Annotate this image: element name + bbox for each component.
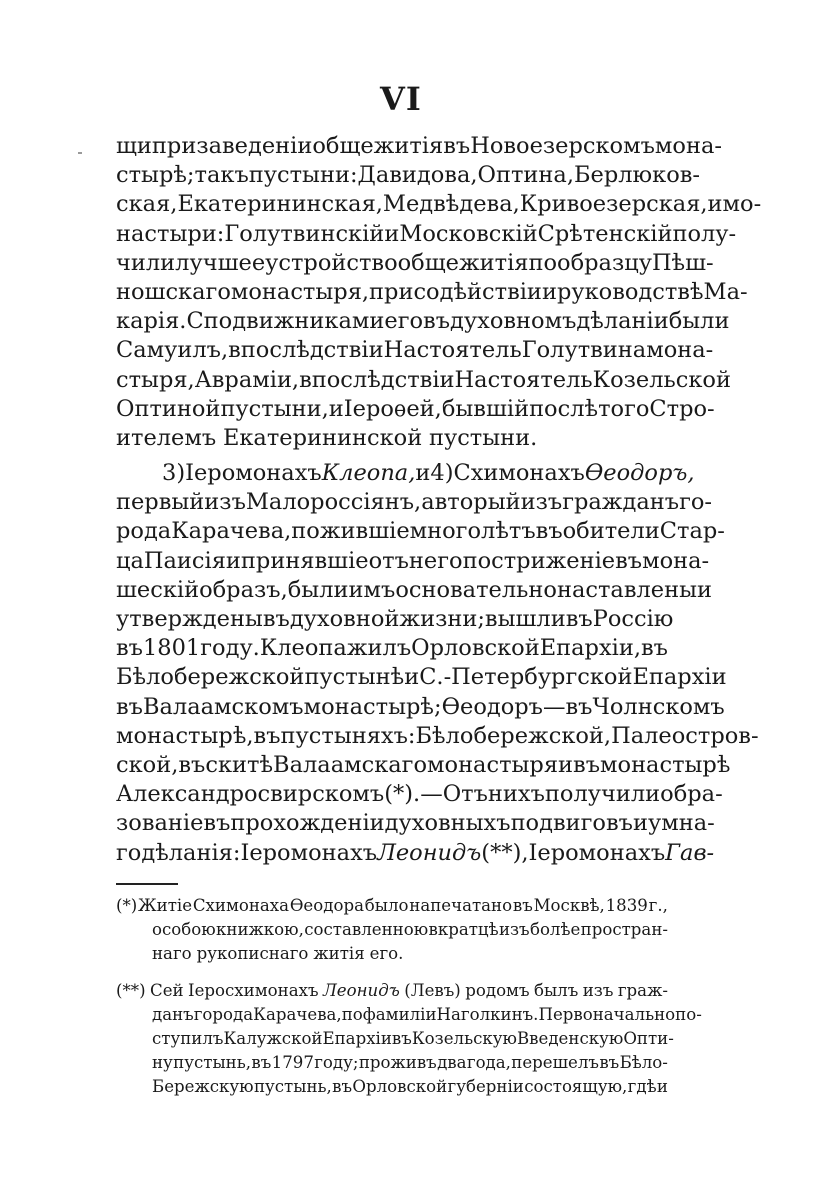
word: города (193, 1005, 254, 1025)
word: Іеромонахъ (185, 460, 322, 487)
word: Берлюков- (574, 162, 701, 189)
text-line (116, 547, 710, 576)
word: устройство (265, 249, 398, 276)
word: Епархіи, (539, 635, 641, 662)
word: Медвѣдева, (382, 191, 520, 218)
word: Стар- (659, 518, 725, 545)
word: образъ, (199, 576, 288, 603)
word: Настоятель (383, 337, 522, 364)
word: впослѣдствіи (299, 366, 455, 393)
text-line (116, 663, 727, 692)
word: по (528, 249, 558, 276)
word: Стро- (649, 395, 715, 422)
word: и (415, 460, 431, 487)
word: стырѣ; (116, 162, 195, 189)
word: (Левъ) (404, 981, 461, 1001)
word: Срѣтенскій (537, 220, 673, 247)
text-line (116, 366, 731, 395)
word: жилъ (346, 635, 412, 662)
word: Іеромонахъ (528, 839, 666, 866)
word: духовныхъ (384, 810, 511, 837)
word: Валаамскаго (273, 751, 428, 778)
word: ская, (116, 191, 178, 218)
word: Епархіи (632, 664, 727, 691)
word: и (328, 395, 344, 422)
word: въ (573, 751, 601, 778)
word: рукописнаго (196, 943, 309, 963)
word: имъ (348, 576, 396, 603)
word: книжкою, (216, 919, 304, 939)
word: напечатано (409, 896, 513, 915)
word: шескій (116, 576, 200, 603)
word: монастыря (427, 751, 559, 778)
word: Авраміи, (194, 366, 300, 393)
word: Схимонахъ (453, 460, 585, 487)
word: вкратцѣ (428, 919, 499, 939)
word: въ (615, 547, 643, 574)
word: года, (466, 1052, 511, 1072)
word: (**) (116, 981, 146, 1001)
word: пустыни. (428, 424, 538, 451)
word: въ (332, 1076, 353, 1096)
word: Отъ (442, 781, 488, 808)
word: дѣланіи (576, 308, 669, 335)
word: Ма- (703, 278, 748, 305)
word: Голутвина (521, 337, 647, 364)
text-line (116, 634, 668, 663)
word: мона- (646, 337, 714, 364)
text-line (116, 576, 713, 605)
word: Іеросхимонахъ (188, 981, 319, 1001)
text-line (116, 722, 759, 751)
word: были (668, 308, 730, 335)
word: г., (648, 896, 668, 915)
word: и (632, 810, 648, 837)
word: 1801 (142, 635, 201, 662)
word: простран- (580, 919, 668, 939)
word: Карачева, (171, 518, 292, 545)
word: въ (262, 606, 290, 632)
word: были (287, 576, 349, 603)
word: духовной (289, 606, 400, 632)
text-line (116, 249, 714, 278)
word: зованіе (116, 810, 204, 837)
word: принявшіе (240, 547, 369, 574)
word: обители (562, 518, 660, 545)
word: подвиговъ (510, 810, 633, 837)
word: въ (253, 722, 281, 749)
word: его. (369, 943, 404, 963)
word: Бережскую (152, 1076, 254, 1096)
word: Епархіи (322, 1028, 392, 1048)
word: го (116, 839, 142, 866)
word: въ (423, 308, 451, 335)
footnote-line (116, 1075, 668, 1099)
word: (*). (384, 781, 421, 808)
word: Паисія (143, 547, 226, 574)
word: Клеопа, (321, 460, 416, 487)
word: при (369, 278, 414, 305)
word: гдѣ (627, 1076, 657, 1096)
word: Сей (150, 981, 184, 1001)
word: пустыни: (248, 162, 358, 189)
word: Введенскую (516, 1028, 624, 1048)
word: Опти- (623, 1028, 674, 1048)
word: 1797 (271, 1052, 314, 1072)
word: того (598, 395, 650, 422)
word: Московскій (399, 220, 538, 247)
word: рода (116, 518, 172, 545)
word: первый (116, 489, 205, 516)
word: Первоначально (538, 1005, 676, 1025)
footnote-line (116, 918, 668, 942)
word: Россію (592, 606, 674, 632)
word: бывшій (441, 395, 530, 422)
word: въ (203, 810, 231, 837)
word: и (656, 1076, 668, 1096)
word: Самуилъ, (116, 337, 229, 364)
word: губерніи (447, 1076, 524, 1096)
text-line (116, 605, 674, 634)
footnote-gap (116, 965, 668, 979)
word: много (409, 518, 482, 545)
word: въ (512, 896, 533, 915)
word: скитѣ (205, 751, 274, 778)
word: Новоезерскомъ (470, 133, 655, 159)
word: умна- (647, 810, 715, 837)
word: дѣланія: (141, 839, 241, 866)
word: Карачева, (253, 1005, 342, 1025)
word: 1839 (605, 896, 648, 915)
text-line (116, 424, 668, 453)
word: впослѣдствіи (228, 337, 384, 364)
word: карія. (116, 308, 187, 335)
word: (**), (481, 839, 529, 866)
word: по (341, 1005, 363, 1025)
word: лѣтъ (481, 518, 536, 545)
word: мона- (654, 133, 722, 159)
word: перешелъ (511, 1052, 599, 1072)
word: Орловской (352, 1076, 448, 1096)
word: особою (152, 919, 216, 939)
text-line (116, 459, 695, 488)
word: заведеніи (196, 133, 313, 159)
word: пустыни, (220, 395, 329, 422)
word: году. (200, 635, 260, 662)
word: по- (675, 1005, 702, 1025)
word: въ (251, 1052, 272, 1072)
word: общежитія (312, 133, 444, 159)
word: его (384, 308, 424, 335)
word: отъ (368, 547, 409, 574)
word: въ (178, 751, 206, 778)
word: былъ (533, 981, 579, 1001)
word: Сподвижниками (186, 308, 385, 335)
word: С.-Петербургской (419, 664, 633, 691)
word: ношскаго (116, 278, 231, 305)
word: и (541, 278, 557, 305)
word: Іероѳей, (343, 395, 442, 422)
word: Житіе (138, 896, 193, 915)
word: а (421, 489, 435, 516)
text-line (116, 132, 722, 161)
word: Калужской (223, 1028, 323, 1048)
word: ступилъ (152, 1028, 224, 1048)
text-line (116, 278, 748, 307)
word: Гав- (665, 839, 715, 866)
word: изъ (582, 981, 614, 1001)
word: граж- (617, 981, 668, 1001)
word: и (225, 547, 241, 574)
word: 3) (162, 460, 186, 487)
word: — (420, 781, 443, 808)
word: ителемъ (116, 424, 217, 451)
text-line (116, 395, 715, 424)
word: Кривоезерская, (519, 191, 708, 218)
word: монастыря, (230, 278, 370, 305)
word: лучшее (175, 249, 266, 276)
word: проживъ (358, 1052, 437, 1072)
text-line (116, 751, 731, 780)
word: изъ (204, 489, 246, 516)
word: стыря, (116, 366, 195, 393)
word: родомъ (465, 981, 530, 1001)
word: чили (116, 249, 176, 276)
word: ну (152, 1052, 173, 1072)
word: Козельскую (411, 1028, 517, 1048)
word: Палеостров- (611, 722, 759, 749)
word: мо- (722, 191, 762, 218)
word: гражданъ (562, 489, 680, 516)
word: житія (313, 943, 365, 963)
word: Наголкинъ. (436, 1005, 539, 1025)
word: и (697, 576, 713, 603)
word: 4) (430, 460, 454, 487)
word: вторый (434, 489, 521, 516)
text-line (116, 780, 723, 809)
text-line (116, 693, 725, 722)
word: пустынь, (253, 1076, 332, 1096)
word: и (707, 191, 723, 218)
text-line (116, 809, 715, 838)
word: вышли (484, 606, 566, 632)
word: состоящую, (524, 1076, 628, 1096)
footnote-line (116, 1051, 668, 1075)
word: обра- (660, 781, 723, 808)
word: го- (679, 489, 713, 516)
word: Козельской (592, 366, 731, 393)
word: основательно (395, 576, 557, 603)
word: жизни; (399, 606, 485, 632)
word: Давидова, (357, 162, 478, 189)
text-line (116, 307, 730, 336)
word: пустынь, (173, 1052, 252, 1072)
word: нихъ (487, 781, 545, 808)
word: него (408, 547, 463, 574)
word: изъ (498, 919, 530, 939)
footnote-line (116, 979, 668, 1003)
word: изъ (520, 489, 563, 516)
word: ской, (116, 751, 179, 778)
footnote-line (116, 1027, 674, 1051)
word: Екатерининская, (177, 191, 383, 218)
word: фамиліи (362, 1005, 437, 1025)
word: Екатерининской (222, 424, 423, 451)
page-number: VI (380, 80, 422, 118)
word: и (404, 664, 420, 691)
word: Клеопа (259, 635, 347, 662)
word: утверждены (116, 606, 263, 632)
word: болѣе (529, 919, 581, 939)
word: Орловской (411, 635, 540, 662)
word: и (558, 751, 574, 778)
word: въ (116, 693, 143, 720)
word: ца (116, 547, 144, 574)
word: въ (391, 1028, 412, 1048)
footnote-line (116, 894, 668, 918)
word: пожившіе (291, 518, 410, 545)
word: прохожденіи (230, 810, 385, 837)
text-line (116, 161, 701, 190)
word: Леонидъ (322, 981, 400, 1001)
word: Бѣло- (619, 1052, 668, 1072)
word: полу- (672, 220, 737, 247)
word: щи (116, 133, 152, 159)
word: въ (640, 635, 668, 662)
text-line (116, 517, 725, 546)
word: Чолнскомъ (592, 693, 725, 720)
word: руководствѣ (556, 278, 704, 305)
word: въ (599, 1052, 620, 1072)
word: духовномъ (450, 308, 577, 335)
word: Бѣлобережской (116, 664, 305, 691)
word: Оптина, (477, 162, 574, 189)
footnote-rule (116, 883, 178, 885)
word: настыри: (116, 220, 225, 247)
text-line (116, 839, 715, 868)
word: получили (544, 781, 661, 808)
word: (*) (116, 896, 138, 915)
word: Ѳеодоръ (441, 693, 543, 720)
word: наставлены (556, 576, 698, 603)
word: въ (565, 693, 593, 720)
word: пустыняхъ: (280, 722, 416, 749)
word: два (437, 1052, 467, 1072)
word: Схимонаха (192, 896, 290, 915)
word: общежитія (397, 249, 529, 276)
word: Настоятель (454, 366, 593, 393)
word: Александросвирскомъ (116, 781, 385, 808)
word: послѣ (529, 395, 599, 422)
word: Москвѣ, (533, 896, 605, 915)
footnotes-block (116, 894, 702, 1098)
word: Пѣш- (651, 249, 714, 276)
text-line (116, 190, 762, 219)
word: монастырѣ; (303, 693, 442, 720)
word: содѣйствіи (413, 278, 542, 305)
word: мона- (642, 547, 710, 574)
word: пустынѣ (304, 664, 405, 691)
word: Валаамскомъ (142, 693, 304, 720)
scan-speck (78, 152, 82, 154)
word: въ (443, 133, 471, 159)
word: въ (565, 606, 593, 632)
text-line (116, 336, 714, 365)
text-line (116, 220, 737, 249)
word: году; (314, 1052, 359, 1072)
word: Голутвинскій (224, 220, 385, 247)
word: Бѣлобережской, (415, 722, 612, 749)
main-text-block (116, 132, 762, 868)
word: наго (152, 943, 192, 963)
word: и (384, 220, 400, 247)
word: Ѳеодора (289, 896, 364, 915)
footnote-line (116, 1003, 702, 1027)
word: было (364, 896, 409, 915)
word: Леонидъ (377, 839, 482, 866)
word: въ (116, 635, 143, 662)
word: — (543, 693, 566, 720)
word: Оптиной (116, 395, 221, 422)
word: составленною (304, 919, 429, 939)
word: данъ (152, 1005, 194, 1025)
word: образцу (557, 249, 652, 276)
word: въ (535, 518, 563, 545)
word: постриженіе (462, 547, 616, 574)
word: Іеромонахъ (240, 839, 378, 866)
word: монастырѣ, (116, 722, 254, 749)
word: при (151, 133, 197, 159)
word: Малороссіянъ, (245, 489, 422, 516)
word: такъ (194, 162, 249, 189)
word: Ѳеодоръ, (584, 460, 695, 487)
word: монастырѣ (600, 751, 731, 778)
footnote-line (116, 942, 668, 966)
text-line (116, 488, 713, 517)
